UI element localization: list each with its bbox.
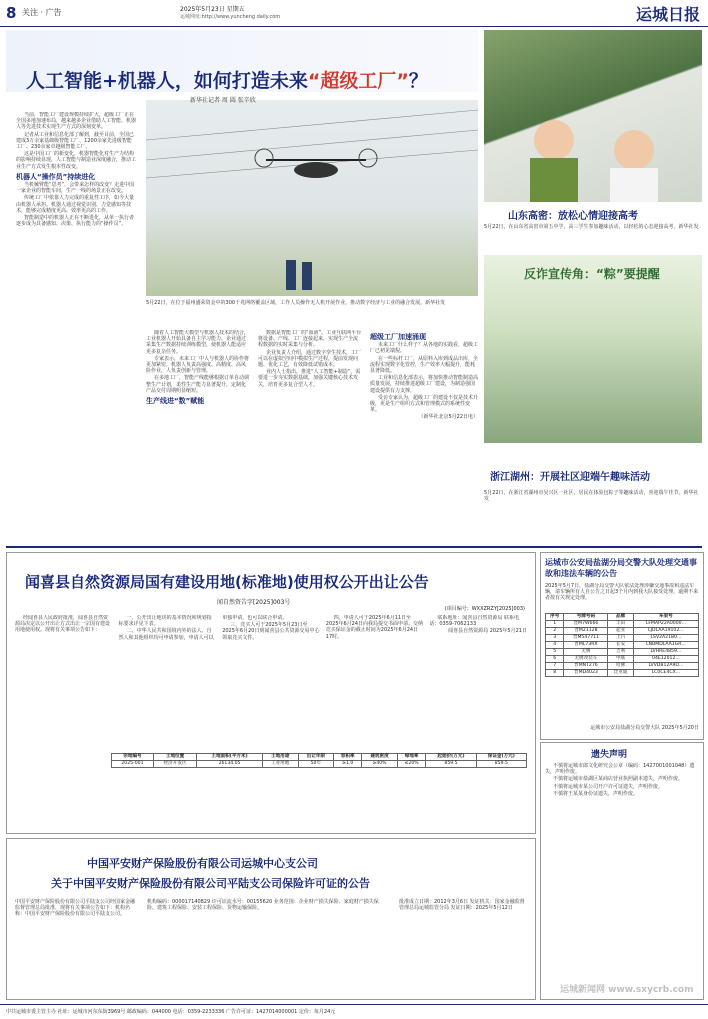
table-cell: 晋M547711 <box>564 635 608 642</box>
traffic-sign: 运城市公安局盐湖分局交警大队 2025年5月20日 <box>590 725 699 731</box>
table-cell: 哈佛 <box>608 663 633 670</box>
table-cell: 建筑密度 <box>362 754 398 761</box>
para: 记者从工业和信息化部了解到，截至目前，全国已建成3万余家基础级智能工厂、1200余家先进级智能工厂、230余家卓越级智能工厂。 <box>16 131 135 151</box>
table-cell: 经济开发区 <box>153 761 196 768</box>
table-header <box>546 614 699 621</box>
insurance-col-2: 机构编码：000017140829 许可证流水号：00155620 业务范围：企业财产损失保险、家庭财产损失保险、建筑工程保险、安装工程保险、货物运输保险。 <box>147 899 379 912</box>
feature-article <box>6 30 478 542</box>
para: 工业和信息化部表示，将加快推动智能制造高质量发展，持续推进超级工厂建设，为制造强国建设提供有力支撑。 <box>370 375 478 394</box>
para: 随着人工智能大模型与机器人技术的结合，工业机器人开始具备自主学习能力。企业通过采集生产数据持续训练模型，使机器人能适应更多复杂任务。 <box>146 330 250 355</box>
table-cell: LVHRE4859... <box>633 649 698 656</box>
table-cell: 车架号 <box>633 614 698 621</box>
table-cell: 起亚 <box>608 628 633 635</box>
drone-illustration <box>146 100 478 296</box>
para: 四、申请人可于2025年6月11日至2025年6月24日向我局提交书面申请。交纳竞买保证金的截止时间为2025年6月24日17时。 <box>325 615 424 640</box>
para: 在多地工厂，智能产线能够根据订单自动调整生产计划，柔性生产能力显著提升，定制化产品交付周期明显缩短。 <box>146 375 250 394</box>
notice-body <box>15 615 527 745</box>
para: 三、竞买人可于2025年5月23日至2025年6月20日到闻喜县公共资源交易中心领取竞买文件。 <box>222 622 320 641</box>
table-cell: 8 <box>546 670 564 677</box>
table-cell: 晋M7W666 <box>564 621 608 628</box>
insurance-title-2: 关于中国平安财产保险股份有限公司平陆支公司保险许可证的公告 <box>51 877 370 890</box>
graduates-photo <box>484 30 702 202</box>
byline: 新华社记者 周 圆 张辛欣 <box>190 97 256 104</box>
side-top-title: 山东高密：放松心情迎接高考 <box>508 211 638 222</box>
table-cell: 号牌号码 <box>564 614 608 621</box>
section-label: 关注 · 广告 <box>22 8 62 17</box>
land-table <box>111 753 527 768</box>
para: 一、公开出让地块的基本情况和规划指标要求详见下表。 <box>118 615 212 628</box>
para: 业内人士指出，推进“人工智能+制造”，需要进一步夯实数据基础，加强关键核心技术攻关，培育更多复合型人才。 <box>258 369 361 388</box>
page-header <box>0 0 708 27</box>
table-cell: LSV2A2180... <box>633 635 698 642</box>
table-cell: 26134.05 <box>197 761 263 768</box>
para: 企业负责人介绍，通过数字孪生技术，工厂可以在虚拟空间中模拟生产过程，提前发现问题、优化工艺，有效降低试错成本。 <box>258 349 362 369</box>
table-cell: 859.5 <box>476 761 526 768</box>
para: 数据是智能工厂的“血液”。工业互联网平台将设备、产线、工厂连接起来，实现生产全流程数据的实时采集与分析。 <box>258 330 362 349</box>
para: 当机械臂能“思考”，会带来怎样的改变？走进中国一家企业的智能车间，生产一线的场景正在改变。 <box>16 182 135 195</box>
para: 未来工厂什么样子？从各地的实践看，超级工厂已初见端倪。 <box>370 342 478 355</box>
insurance-notice <box>6 838 536 1000</box>
page-footer <box>0 1004 708 1019</box>
table-cell: 1 <box>546 621 564 628</box>
banner-text: 反诈宣传角：“粽”要提醒 <box>524 267 660 281</box>
table-cell: 50年 <box>298 761 334 768</box>
para: 专家表示，未来工厂中人与机器人的协作将更加紧密，机器人负责高强度、高精度、高风险作业，人负责创新与管理。 <box>146 355 250 375</box>
traffic-text: 2025年5月7日，盐湖分局交警大队依法处理涉嫌交通事故和违法车辆，请车辆所有人自公告之日起3个月内到我大队接受处理，逾期不来者按有关规定处理。 <box>545 583 699 602</box>
article-col-3 <box>258 330 362 540</box>
notice-code: (项目编号：WXXZRZY[2025]003) <box>444 606 525 612</box>
para: 二、中华人民共和国境内外的法人、自然人和其他组织均可申请参加，申请人可以单独申请，也可以联合申请。 <box>118 615 288 641</box>
table-cell: 出让年限 <box>298 754 334 761</box>
subhead-robot: 机器人“操作员”持续进化 <box>16 172 96 181</box>
table-cell: ≥40% <box>362 761 398 768</box>
table-cell: 晋MD4023 <box>564 670 608 677</box>
table-row <box>112 761 527 768</box>
table-cell: 丰田 <box>608 621 633 628</box>
table-cell: 859.5 <box>426 761 476 768</box>
title-post: ？ <box>408 70 428 92</box>
page-number: 8 <box>6 4 17 22</box>
watermark: 运城新闻网 www.sxycrb.com <box>560 985 694 995</box>
banner-photo <box>484 255 702 443</box>
table-cell: 容积率 <box>334 754 362 761</box>
table-cell: 工业用地 <box>262 761 298 768</box>
table-cell: 2 <box>546 628 564 635</box>
para: 经闻喜县人民政府批准，闻喜县自然资源局决定以公开出让方式出让一宗国有建设用地使用权。现将有关事项公告如下： <box>15 615 111 634</box>
table-body <box>546 621 699 677</box>
drone-photo <box>146 100 478 296</box>
table-cell: 5 <box>546 649 564 656</box>
para: 传统工厂中依靠人力完成的重复性工序，如今大量由机器人承担。机器人通过视觉识别、力觉感知等技术，能够完成精度更高、效率更高的工作。 <box>16 195 135 214</box>
side-top-caption: 5月22日，在山东省高密市第五中学，高三学生参加趣味活动，以轻松的心态迎接高考。新华社发 <box>484 224 699 230</box>
land-notice <box>6 552 536 834</box>
table-cell: 吉利 <box>608 649 633 656</box>
lost-list <box>545 763 699 798</box>
notice-title: 闻喜县自然资源局国有建设用地(标准地)使用权公开出让公告 <box>25 573 429 591</box>
para: 在一些标杆工厂，从原料入库到成品出库，全流程实现数字化管控，生产效率大幅提升，能耗显著降低。 <box>370 355 478 375</box>
table-row <box>546 642 699 649</box>
traffic-notice <box>540 552 704 740</box>
lost-title: 遗失声明 <box>591 750 628 760</box>
table-cell: LNBMDLAA1GR... <box>633 642 698 649</box>
header-site: 运城网址:http://www.yuncheng daily.com <box>180 14 281 20</box>
table-cell: 无牌改装车 <box>564 656 608 663</box>
side-bottom-title: 浙江湖州：开展社区迎端午趣味活动 <box>490 472 650 483</box>
table-cell: 序号 <box>546 614 564 621</box>
para: 当前，智能工厂建设规模持续扩大，超级工厂正在全国多地加速布局，越来越多企业借助人工智能、机器人等先进技术实现生产方式的深刻变革。 <box>16 112 136 131</box>
lost-item: 不慎将运城市某公司开户许可证遗失，声明作废。 <box>553 783 664 790</box>
article-col-1 <box>16 112 136 540</box>
header-date: 2025年5月23日 星期五 <box>180 6 245 13</box>
table-cell: LFMAP22A0000... <box>633 621 698 628</box>
table-cell: 2025-001 <box>112 761 154 768</box>
lost-statement <box>540 742 704 1000</box>
insurance-col-3: 批准成立日期：2012年3月6日 发证机关：国家金融监督管理总局运城监管分局 发证日期：2025年5月12日 <box>399 899 525 912</box>
table-cell: 晋ML73RX <box>564 642 608 649</box>
lost-item: 不慎将运城市郎文化研究会公章（编码：1427001001048）遗失，声明作废。 <box>545 763 695 776</box>
table-cell: 无牌 <box>564 649 608 656</box>
lost-item: 不慎将运城市盐湖区某商店营业执照副本遗失，声明作废。 <box>553 776 684 783</box>
table-cell: 土地位置 <box>153 754 196 761</box>
table-cell: 6 <box>546 656 564 663</box>
table-cell: 长安 <box>608 642 633 649</box>
para: 受访专家认为，超级工厂的建设不仅是技术升级，更是生产组织方式和管理模式的系统性变革。 <box>370 394 478 414</box>
traffic-title: 运城市公安局盐湖分局交警大队处理交通事故和违法车辆的公告 <box>545 558 697 578</box>
table-row <box>546 663 699 670</box>
para: 智能制造中的机器人正在不断进化，从单一执行者逐步成为具备感知、决策、执行能力的“操作员”。 <box>16 215 135 228</box>
dateline: （新华社北京5月22日电） <box>418 414 478 421</box>
contact: 联系地址：闻喜县自然资源局 联系电话：0359-7062133 <box>429 615 519 628</box>
table-cell: 04E12012... <box>633 656 698 663</box>
traffic-table <box>545 613 699 677</box>
table-cell: 土地用途 <box>262 754 298 761</box>
table-cell: 4 <box>546 642 564 649</box>
table-header <box>112 754 527 761</box>
title-em: “超级工厂” <box>307 70 409 92</box>
table-cell: 7 <box>546 663 564 670</box>
table-cell: LVVDB12A9D... <box>633 663 698 670</box>
table-cell: 宗地编号 <box>112 754 154 761</box>
masthead: 运城日报 <box>635 5 700 24</box>
table-row <box>546 656 699 663</box>
table-cell: 绿地率 <box>397 754 425 761</box>
sign: 闻喜县自然资源局 2025年5月21日 <box>448 628 527 635</box>
table-cell: 晋MNT276 <box>564 663 608 670</box>
students-illustration <box>484 30 702 202</box>
table-row <box>546 649 699 656</box>
feature-title <box>26 66 428 93</box>
notice-subtitle: 闻自然资告字[2025]003号 <box>217 599 291 606</box>
table-row <box>546 635 699 642</box>
insurance-title-1: 中国平安财产保险股份有限公司运城中心支公司 <box>87 857 318 870</box>
divider <box>6 546 702 548</box>
title-pre: 人工智能+机器人，如何打造未来 <box>26 70 308 92</box>
table-cell: 起始价(万元) <box>426 754 476 761</box>
subhead-data: 生产线进“数”赋能 <box>146 397 205 406</box>
table-cell: 比亚迪 <box>608 670 633 677</box>
table-cell: ≥1.0 <box>334 761 362 768</box>
table-row <box>546 621 699 628</box>
subhead-super-factory: 超级工厂加速涌现 <box>370 333 426 341</box>
table-cell: 中联 <box>608 656 633 663</box>
lost-item: 不慎将王某某身份证遗失，声明作废。 <box>553 790 639 797</box>
article-col-4 <box>370 330 478 540</box>
table-cell: LC0CE4CX... <box>633 670 698 677</box>
insurance-col-1: 中国平安财产保险股份有限公司平陆支公司经国家金融监督管理总局批准，现将有关事项公告如下：机构名称：中国平安财产保险股份有限公司平陆支公司。 <box>15 899 136 918</box>
drone-photo-caption: 5月22日，在位于福州盛荣资金中的300千兆网络覆盖区域，工作人员操作无人机开展作业，推动数字经济与工业的融合发展。新华社发 <box>146 300 446 306</box>
side-bottom-caption: 5月22日，在浙江省湖州市吴兴区一社区，居民在体验包粽子等趣味活动，喜迎端午佳节。新华社发 <box>484 490 699 503</box>
para: 这是中国工厂的新变化，机器智能化对生产力结构的影响持续显现，人工智能与制造业深度融合，推动工业生产方式发生根本性改变。 <box>16 151 136 170</box>
article-col-2 <box>146 330 250 540</box>
table-cell: 保证金(万元) <box>476 754 526 761</box>
table-cell: 土地面积(平方米) <box>197 754 263 761</box>
table-row <box>546 670 699 677</box>
sidebar <box>484 30 702 542</box>
table-cell: ≤20% <box>397 761 425 768</box>
footer-text: 中共运城市委主管主办 社址：运城市河东东街3969号 邮政编码：044000 电话：0359-2233336 广告许可证：1427014000001 定价：每月24元 <box>6 1009 336 1015</box>
table-cell: 上汽 <box>608 635 633 642</box>
table-row <box>546 628 699 635</box>
table-cell: LJDLAA19102... <box>633 628 698 635</box>
table-cell: 品牌 <box>608 614 633 621</box>
table-cell: 晋M21128 <box>564 628 608 635</box>
table-cell: 3 <box>546 635 564 642</box>
